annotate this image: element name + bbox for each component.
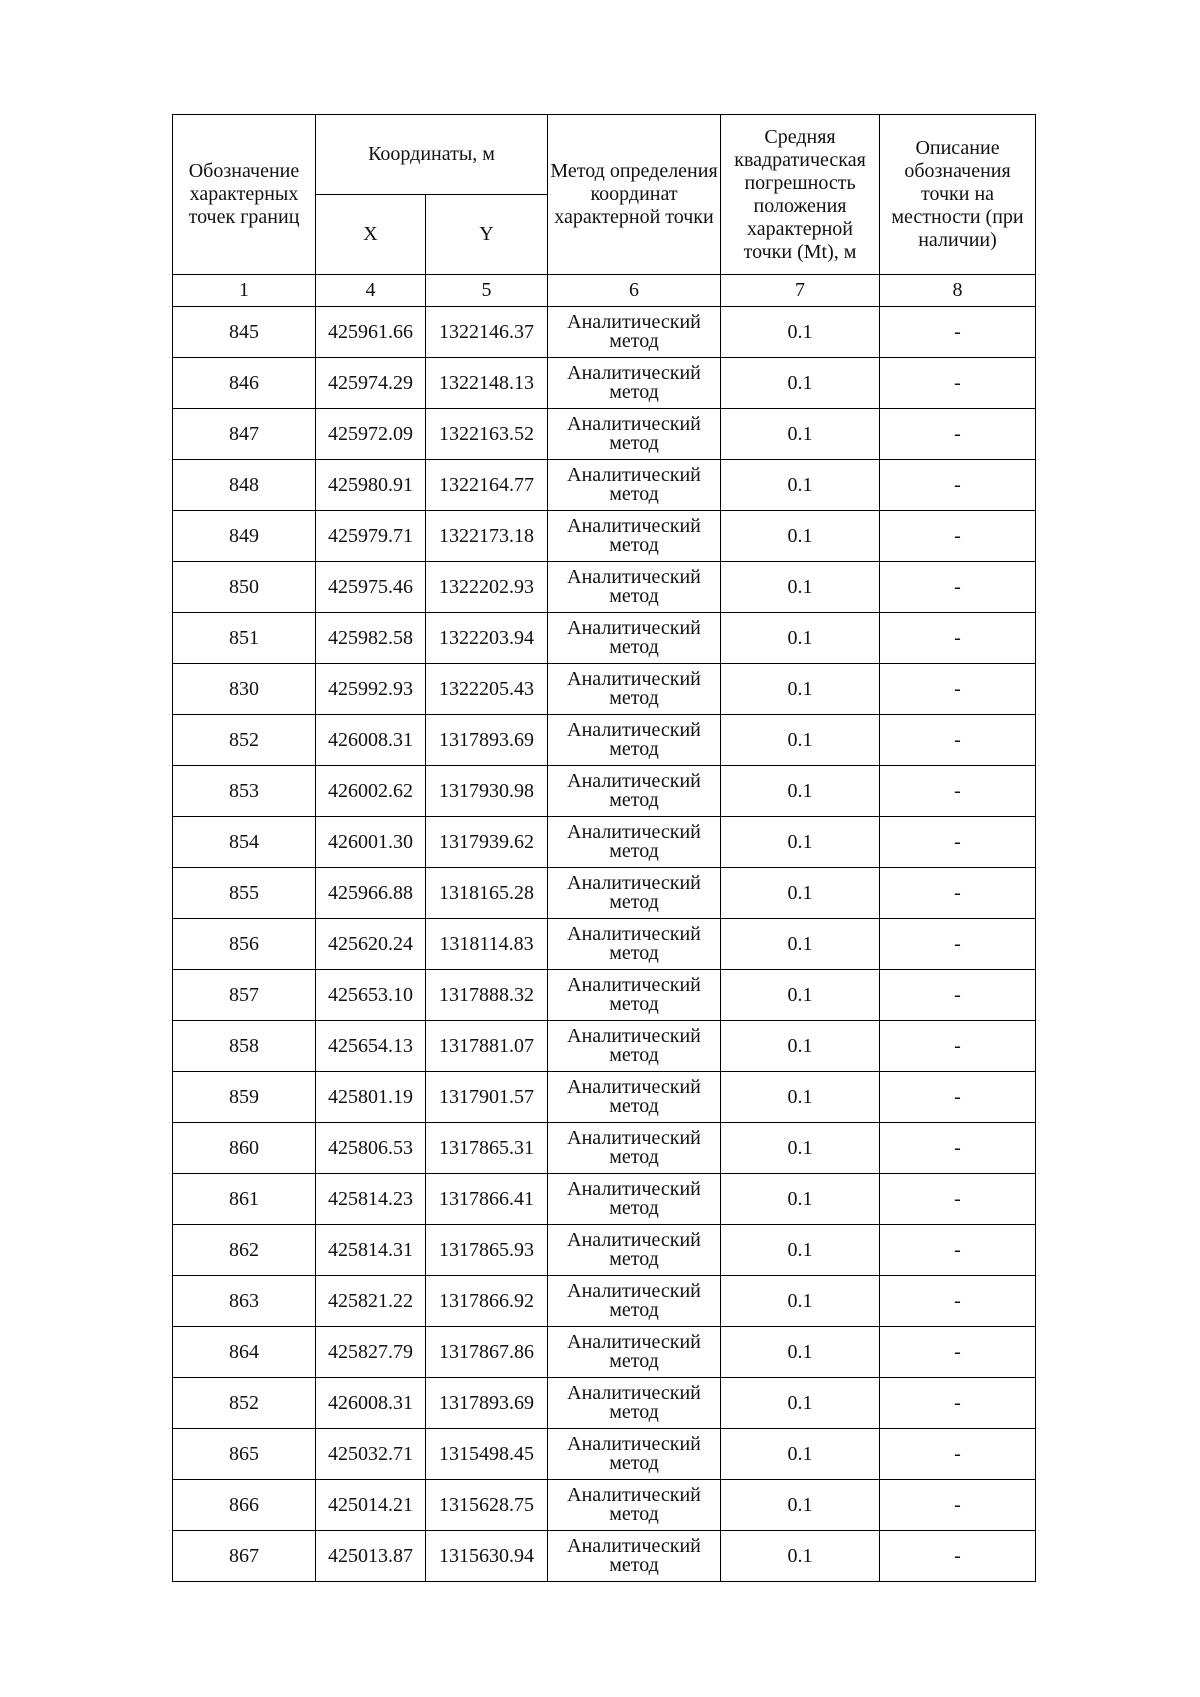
table-row — [173, 1072, 1036, 1123]
table-row — [173, 817, 1036, 868]
method-cell: Аналитический метод — [548, 1429, 721, 1480]
column-number: 5 — [426, 275, 548, 307]
description-cell: - — [880, 970, 1036, 1021]
table-row — [173, 715, 1036, 766]
y-coordinate-cell: 1317901.57 — [426, 1072, 548, 1123]
point-cell: 856 — [173, 919, 316, 970]
description-cell: - — [880, 1378, 1036, 1429]
point-cell: 859 — [173, 1072, 316, 1123]
header-y-label: Y — [426, 195, 548, 275]
method-cell: Аналитический метод — [548, 664, 721, 715]
column-number: 6 — [548, 275, 721, 307]
description-cell: - — [880, 1531, 1036, 1582]
x-coordinate-cell: 426001.30 — [316, 817, 426, 868]
x-coordinate-cell: 425827.79 — [316, 1327, 426, 1378]
y-coordinate-cell: 1322205.43 — [426, 664, 548, 715]
method-cell: Аналитический метод — [548, 1327, 721, 1378]
x-coordinate-cell: 425806.53 — [316, 1123, 426, 1174]
x-coordinate-cell: 425966.88 — [316, 868, 426, 919]
point-cell: 852 — [173, 1378, 316, 1429]
column-number: 7 — [721, 275, 880, 307]
description-cell: - — [880, 868, 1036, 919]
point-cell: 862 — [173, 1225, 316, 1276]
y-coordinate-cell: 1322202.93 — [426, 562, 548, 613]
y-coordinate-cell: 1317893.69 — [426, 715, 548, 766]
description-cell: - — [880, 358, 1036, 409]
method-cell: Аналитический метод — [548, 1174, 721, 1225]
accuracy-cell: 0.1 — [721, 562, 880, 613]
description-cell: - — [880, 1123, 1036, 1174]
table-row — [173, 511, 1036, 562]
description-cell: - — [880, 766, 1036, 817]
table-row — [173, 919, 1036, 970]
y-coordinate-cell: 1317867.86 — [426, 1327, 548, 1378]
description-cell: - — [880, 1276, 1036, 1327]
table-row — [173, 970, 1036, 1021]
table-row — [173, 1225, 1036, 1276]
method-cell: Аналитический метод — [548, 715, 721, 766]
point-cell: 855 — [173, 868, 316, 919]
method-cell: Аналитический метод — [548, 970, 721, 1021]
table-row — [173, 1276, 1036, 1327]
table-row — [173, 562, 1036, 613]
x-coordinate-cell: 425982.58 — [316, 613, 426, 664]
y-coordinate-cell: 1322146.37 — [426, 307, 548, 358]
accuracy-cell: 0.1 — [721, 817, 880, 868]
table-row — [173, 1174, 1036, 1225]
y-coordinate-cell: 1317881.07 — [426, 1021, 548, 1072]
table-row — [173, 358, 1036, 409]
method-cell: Аналитический метод — [548, 613, 721, 664]
x-coordinate-cell: 425980.91 — [316, 460, 426, 511]
y-coordinate-cell: 1317930.98 — [426, 766, 548, 817]
y-coordinate-cell: 1318114.83 — [426, 919, 548, 970]
method-cell: Аналитический метод — [548, 1225, 721, 1276]
method-cell: Аналитический метод — [548, 562, 721, 613]
x-coordinate-cell: 425013.87 — [316, 1531, 426, 1582]
method-cell: Аналитический метод — [548, 511, 721, 562]
x-coordinate-cell: 425974.29 — [316, 358, 426, 409]
method-cell: Аналитический метод — [548, 919, 721, 970]
y-coordinate-cell: 1315630.94 — [426, 1531, 548, 1582]
table-row — [173, 613, 1036, 664]
y-coordinate-cell: 1322203.94 — [426, 613, 548, 664]
y-coordinate-cell: 1322163.52 — [426, 409, 548, 460]
description-cell: - — [880, 460, 1036, 511]
accuracy-cell: 0.1 — [721, 970, 880, 1021]
table-header — [173, 115, 1036, 307]
x-coordinate-cell: 425014.21 — [316, 1480, 426, 1531]
point-cell: 848 — [173, 460, 316, 511]
y-coordinate-cell: 1315628.75 — [426, 1480, 548, 1531]
point-cell: 830 — [173, 664, 316, 715]
method-cell: Аналитический метод — [548, 307, 721, 358]
table-row — [173, 1021, 1036, 1072]
method-cell: Аналитический метод — [548, 409, 721, 460]
point-cell: 854 — [173, 817, 316, 868]
point-cell: 846 — [173, 358, 316, 409]
method-cell: Аналитический метод — [548, 766, 721, 817]
accuracy-cell: 0.1 — [721, 307, 880, 358]
description-cell: - — [880, 1429, 1036, 1480]
accuracy-cell: 0.1 — [721, 715, 880, 766]
point-cell: 857 — [173, 970, 316, 1021]
x-coordinate-cell: 425979.71 — [316, 511, 426, 562]
table-row — [173, 766, 1036, 817]
point-cell: 845 — [173, 307, 316, 358]
method-cell: Аналитический метод — [548, 1531, 721, 1582]
description-cell: - — [880, 1225, 1036, 1276]
accuracy-cell: 0.1 — [721, 460, 880, 511]
header-description-label: Описание обозначения точки на местности (при наличии) — [880, 115, 1036, 275]
column-numbers-row — [173, 275, 1036, 307]
description-cell: - — [880, 409, 1036, 460]
point-cell: 866 — [173, 1480, 316, 1531]
description-cell: - — [880, 1021, 1036, 1072]
x-coordinate-cell: 425814.23 — [316, 1174, 426, 1225]
accuracy-cell: 0.1 — [721, 1480, 880, 1531]
method-cell: Аналитический метод — [548, 1123, 721, 1174]
point-cell: 864 — [173, 1327, 316, 1378]
column-number: 8 — [880, 275, 1036, 307]
table-row — [173, 1531, 1036, 1582]
method-cell: Аналитический метод — [548, 817, 721, 868]
header-method-label: Метод определения координат характерной точки — [548, 115, 721, 275]
accuracy-cell: 0.1 — [721, 1327, 880, 1378]
point-cell: 851 — [173, 613, 316, 664]
accuracy-cell: 0.1 — [721, 613, 880, 664]
description-cell: - — [880, 562, 1036, 613]
y-coordinate-cell: 1318165.28 — [426, 868, 548, 919]
description-cell: - — [880, 664, 1036, 715]
y-coordinate-cell: 1317866.41 — [426, 1174, 548, 1225]
x-coordinate-cell: 425992.93 — [316, 664, 426, 715]
method-cell: Аналитический метод — [548, 460, 721, 511]
y-coordinate-cell: 1317866.92 — [426, 1276, 548, 1327]
description-cell: - — [880, 1480, 1036, 1531]
header-accuracy-label: Средняя квадратическая погрешность положения характерной точки (Mt), м — [721, 115, 880, 275]
table-row — [173, 1327, 1036, 1378]
description-cell: - — [880, 715, 1036, 766]
x-coordinate-cell: 425814.31 — [316, 1225, 426, 1276]
header-point-label: Обозначение характерных точек границ — [173, 115, 316, 275]
point-cell: 867 — [173, 1531, 316, 1582]
point-cell: 858 — [173, 1021, 316, 1072]
x-coordinate-cell: 426008.31 — [316, 715, 426, 766]
accuracy-cell: 0.1 — [721, 868, 880, 919]
x-coordinate-cell: 425032.71 — [316, 1429, 426, 1480]
accuracy-cell: 0.1 — [721, 766, 880, 817]
y-coordinate-cell: 1317939.62 — [426, 817, 548, 868]
x-coordinate-cell: 425801.19 — [316, 1072, 426, 1123]
y-coordinate-cell: 1317888.32 — [426, 970, 548, 1021]
accuracy-cell: 0.1 — [721, 664, 880, 715]
y-coordinate-cell: 1322173.18 — [426, 511, 548, 562]
table-body — [173, 307, 1036, 1582]
point-cell: 860 — [173, 1123, 316, 1174]
y-coordinate-cell: 1317865.31 — [426, 1123, 548, 1174]
method-cell: Аналитический метод — [548, 1021, 721, 1072]
x-coordinate-cell: 426008.31 — [316, 1378, 426, 1429]
point-cell: 863 — [173, 1276, 316, 1327]
table-row — [173, 307, 1036, 358]
x-coordinate-cell: 425961.66 — [316, 307, 426, 358]
method-cell: Аналитический метод — [548, 1072, 721, 1123]
y-coordinate-cell: 1315498.45 — [426, 1429, 548, 1480]
point-cell: 853 — [173, 766, 316, 817]
description-cell: - — [880, 1072, 1036, 1123]
y-coordinate-cell: 1317865.93 — [426, 1225, 548, 1276]
table-row — [173, 868, 1036, 919]
table-row — [173, 1378, 1036, 1429]
table-row — [173, 664, 1036, 715]
description-cell: - — [880, 1174, 1036, 1225]
table-row — [173, 460, 1036, 511]
description-cell: - — [880, 307, 1036, 358]
accuracy-cell: 0.1 — [721, 358, 880, 409]
method-cell: Аналитический метод — [548, 1378, 721, 1429]
x-coordinate-cell: 425821.22 — [316, 1276, 426, 1327]
method-cell: Аналитический метод — [548, 1276, 721, 1327]
column-number: 4 — [316, 275, 426, 307]
table-row — [173, 1429, 1036, 1480]
method-cell: Аналитический метод — [548, 868, 721, 919]
point-cell: 847 — [173, 409, 316, 460]
method-cell: Аналитический метод — [548, 358, 721, 409]
accuracy-cell: 0.1 — [721, 1276, 880, 1327]
accuracy-cell: 0.1 — [721, 1225, 880, 1276]
accuracy-cell: 0.1 — [721, 1174, 880, 1225]
accuracy-cell: 0.1 — [721, 1378, 880, 1429]
point-cell: 849 — [173, 511, 316, 562]
x-coordinate-cell: 425975.46 — [316, 562, 426, 613]
accuracy-cell: 0.1 — [721, 511, 880, 562]
y-coordinate-cell: 1322148.13 — [426, 358, 548, 409]
point-cell: 865 — [173, 1429, 316, 1480]
point-cell: 852 — [173, 715, 316, 766]
y-coordinate-cell: 1322164.77 — [426, 460, 548, 511]
accuracy-cell: 0.1 — [721, 409, 880, 460]
accuracy-cell: 0.1 — [721, 1123, 880, 1174]
table-row — [173, 409, 1036, 460]
point-cell: 861 — [173, 1174, 316, 1225]
x-coordinate-cell: 425654.13 — [316, 1021, 426, 1072]
x-coordinate-cell: 425620.24 — [316, 919, 426, 970]
description-cell: - — [880, 511, 1036, 562]
table-row — [173, 1480, 1036, 1531]
column-number: 1 — [173, 275, 316, 307]
accuracy-cell: 0.1 — [721, 1021, 880, 1072]
description-cell: - — [880, 613, 1036, 664]
description-cell: - — [880, 1327, 1036, 1378]
accuracy-cell: 0.1 — [721, 1072, 880, 1123]
accuracy-cell: 0.1 — [721, 1429, 880, 1480]
x-coordinate-cell: 425653.10 — [316, 970, 426, 1021]
method-cell: Аналитический метод — [548, 1480, 721, 1531]
header-coordinates-label: Координаты, м — [316, 115, 548, 195]
description-cell: - — [880, 817, 1036, 868]
y-coordinate-cell: 1317893.69 — [426, 1378, 548, 1429]
description-cell: - — [880, 919, 1036, 970]
header-x-label: X — [316, 195, 426, 275]
x-coordinate-cell: 425972.09 — [316, 409, 426, 460]
accuracy-cell: 0.1 — [721, 919, 880, 970]
coordinates-table — [172, 114, 1036, 1582]
header-row — [173, 115, 1036, 195]
x-coordinate-cell: 426002.62 — [316, 766, 426, 817]
table-row — [173, 1123, 1036, 1174]
accuracy-cell: 0.1 — [721, 1531, 880, 1582]
point-cell: 850 — [173, 562, 316, 613]
